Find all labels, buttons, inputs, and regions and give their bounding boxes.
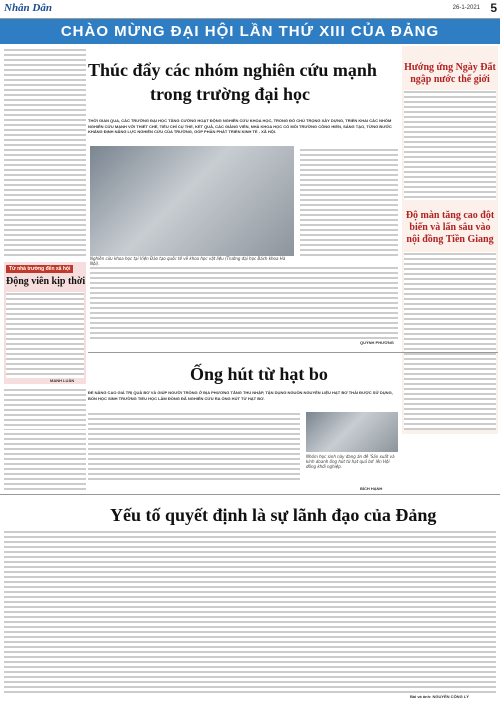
- issue-date: 26-1-2021: [452, 5, 480, 11]
- section-banner: CHÀO MỪNG ĐẠI HỘI LẦN THỨ XIII CỦA ĐẢNG: [0, 19, 500, 44]
- article2-left-text: [4, 388, 86, 430]
- article1-title-line1: Thúc đẩy các nhóm nghiên cứu mạnh: [88, 60, 377, 80]
- right-column-text2: [404, 252, 496, 430]
- article3-title: Yếu tố quyết định là sự lãnh đạo của Đảng: [110, 505, 437, 525]
- sidebar-box-title: Động viên kịp thời: [6, 276, 86, 287]
- article1-photo: [90, 146, 294, 256]
- article2-photo: [306, 412, 398, 452]
- sidebar-box-label: Từ nhà trường đến xã hội: [6, 265, 73, 273]
- article2-body-text: [88, 412, 300, 482]
- section-divider: [88, 352, 498, 353]
- section-divider-2: [0, 494, 500, 495]
- right-column-text1: [404, 90, 496, 200]
- article1-left-column-text: [4, 48, 86, 258]
- article3-left-text: [4, 432, 86, 492]
- article2-photo-caption: Nhóm học sinh này đang ăn đề 'Sản xuất và kinh doanh ống hút từ hạt quả bơ' lên Hội đồng khởi nghiệp.: [306, 454, 395, 469]
- article2-lead: ĐỂ NÂNG CAO GIÁ TRỊ QUẢ BƠ VÀ GIÚP NGƯỜI TRỒNG Ở ĐỊA PHƯƠNG TĂNG THU NHẬP, TẬN DỤNG NGUỒN NGUYÊN LIỆU HẠT BƠ THẢI ĐƯỢC SỬ DỤNG, BỐN HỌC SINH TRƯỜNG TIỂU HỌC LÂM ĐỒNG ĐÃ NGHIÊN CỨU RA ỐNG HÚT TỪ HẠT BƠ.: [88, 390, 393, 401]
- article1-photo-caption: Nghiên cứu khoa học tại Viện Đào tạo quốc tế về khoa học vật liệu (Trường đại học Bách khoa Hà Nội).: [90, 256, 286, 266]
- right-headline2: Độ màn tăng cao đột biến và lấn sâu vào nội đồng Tiền Giang: [405, 210, 495, 245]
- article2-title: Ống hút từ hạt bo: [190, 364, 328, 384]
- article1-body-text: [90, 266, 398, 341]
- page-number: 5: [490, 1, 497, 15]
- masthead: [0, 0, 500, 19]
- article1-lead: THỜI GIAN QUA, CÁC TRƯỜNG ĐẠI HỌC TĂNG CƯỜNG HOẠT ĐỘNG NGHIÊN CỨU KHOA HỌC, TRONG ĐÓ CHÚ TRỌNG XÂY DỰNG, TRIỂN KHAI CÁC NHÓM NGHIÊN CỨU MẠNH VỚI THIẾT CHẾ, TIÊU CHÍ CỤ THỂ, KẾT QUẢ, CÁC GIẢNG VIÊN, NHÀ KHOA HỌC CÓ MÔI TRƯỜNG CÔNG HIẾN, SÁNG TẠO, TỪNG BƯỚC KHẲNG ĐỊNH NĂNG LỰC NGHIÊN CỨU CỦA TRƯỜNG, GÓP PHẦN PHÁT TRIỂN KINH TẾ - XÃ HỘI.: [88, 118, 392, 134]
- paper-name: Nhân Dân: [4, 2, 52, 14]
- sidebar-box-byline: MANH LUÂN: [50, 378, 75, 383]
- article1-title-line2: trong trường đại học: [150, 84, 310, 104]
- article1-column-text: [300, 148, 398, 258]
- article2-byline: BÍCH HẠNH: [360, 486, 383, 491]
- article3-footer-byline: Bài và ảnh: NGUYỄN CÔNG LÝ: [410, 694, 469, 699]
- article1-byline: QUỲNH PHƯƠNG: [360, 340, 394, 345]
- sidebar-box-text: [6, 292, 84, 378]
- right-headline1: Hướng ứng Ngày Đất ngập nước thế giới: [404, 62, 496, 85]
- article3-body-text: [4, 530, 496, 696]
